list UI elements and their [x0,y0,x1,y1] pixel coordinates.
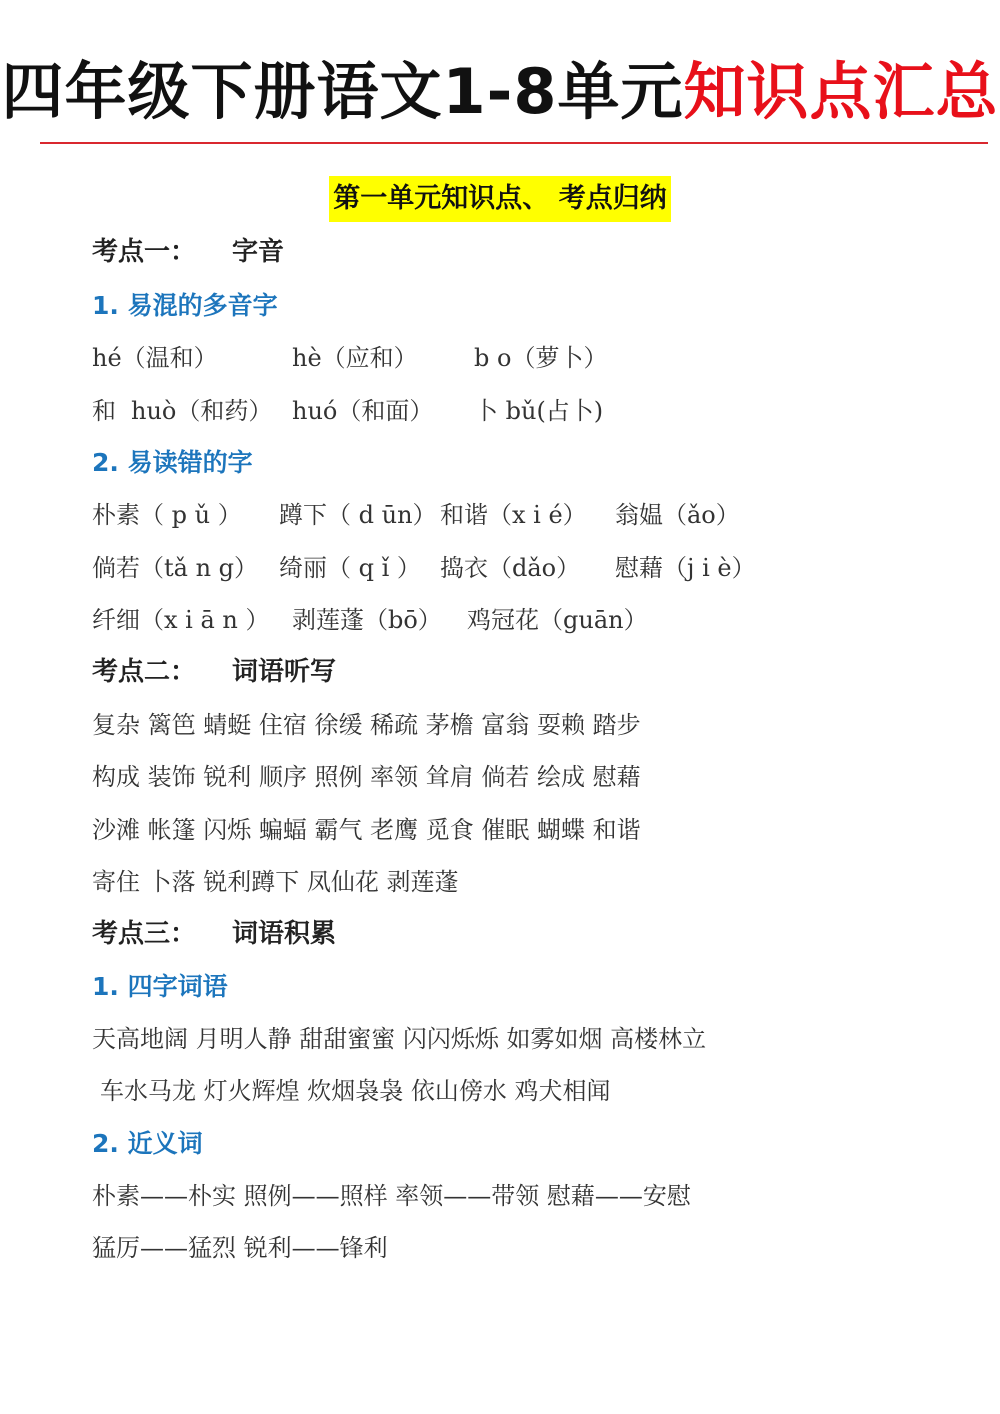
misread-item: 朴素（ p ǔ ） [92,501,242,529]
misread-item: 慰藉（j i è） [615,554,756,582]
idiom-row-2: 车水马龙 灯火辉煌 炊烟袅袅 依山傍水 鸡犬相闻 [100,1077,611,1105]
synonym-row-2: 猛厉——猛烈 锐利——锋利 [92,1234,388,1262]
kaodian2-label: 考点二： [92,657,197,687]
kaodian3-label: 考点三： [92,919,197,949]
misread-item: 绮丽（ q ǐ ） [279,554,421,582]
kaodian3-heading [92,914,336,954]
polyphone-item: b o（萝卜） [474,344,608,372]
title-divider [40,142,988,144]
misread-item: 倘若（tǎ n g） [92,554,259,582]
synonym-heading: 2. 近义词 [92,1129,203,1158]
misread-heading: 2. 易读错的字 [92,448,253,477]
polyphone-char: 和 [92,397,116,425]
polyphone-item: huó（和面） [292,397,434,425]
misread-item: 和谐（x i é） [440,501,587,529]
polyphone-item: huò（和药） [131,397,273,425]
misread-item: 鸡冠花（guān） [467,606,648,634]
misread-item: 蹲下（ d ūn） [279,501,437,529]
polyphone-item: hé（温和） [92,344,218,372]
idiom-heading: 1. 四字词语 [92,972,228,1001]
kaodian1-label: 考点一： [92,237,197,267]
unit-heading: 第一单元知识点、 考点归纳 [329,176,670,222]
polyphone-row-2 [92,391,912,431]
polyphone-item: 卜 bǔ(占卜) [474,397,604,425]
misread-item: 纤细（x i ā n ） [92,606,270,634]
kaodian1-heading [92,232,284,272]
misread-item: 翁媪（ǎo） [615,501,740,529]
page-title [0,52,1000,132]
kaodian2-heading [92,652,336,692]
misread-row-2 [92,548,912,588]
kaodian2-topic: 词语听写 [232,657,337,687]
dictation-row-4: 寄住 卜落 锐利蹲下 凤仙花 剥莲蓬 [92,868,459,896]
synonym-row-1: 朴素——朴实 照例——照样 率领——带领 慰藉——安慰 [92,1182,691,1210]
title-main: 四年级下册语文1-8单元 [1,55,684,128]
misread-item: 捣衣（dǎo） [440,554,581,582]
polyphone-heading: 1. 易混的多音字 [92,291,278,320]
misread-row-3 [92,600,912,640]
kaodian3-topic: 词语积累 [232,919,337,949]
unit-heading-wrap [0,176,1000,222]
dictation-row-3: 沙滩 帐篷 闪烁 蝙蝠 霸气 老鹰 觅食 催眠 蝴蝶 和谐 [92,816,641,844]
kaodian1-topic: 字音 [232,237,285,267]
misread-item: 剥莲蓬（bō） [292,606,442,634]
misread-row-1 [92,495,912,535]
idiom-row-1: 天高地阔 月明人静 甜甜蜜蜜 闪闪烁烁 如雾如烟 高楼林立 [92,1025,707,1053]
polyphone-row-1 [92,338,912,378]
dictation-row-1: 复杂 篱笆 蜻蜓 住宿 徐缓 稀疏 茅檐 富翁 耍赖 踏步 [92,711,641,739]
dictation-row-2: 构成 装饰 锐利 顺序 照例 率领 耸肩 倘若 绘成 慰藉 [92,763,641,791]
title-highlight: 知识点汇总 [683,55,999,128]
polyphone-item: hè（应和） [292,344,418,372]
